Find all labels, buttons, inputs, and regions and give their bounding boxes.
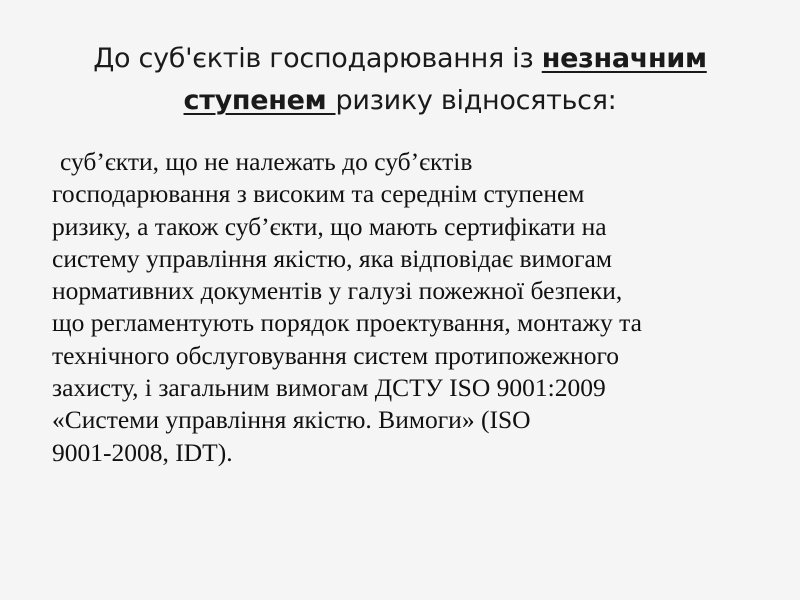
title-emphasis-degree: ступенем — [183, 85, 336, 116]
slide-body-paragraph — [52, 146, 782, 469]
body-line: господарювання з високим та середнім ступенем — [52, 179, 585, 209]
body-line: систему управління якістю, яка відповідає вимогам — [52, 243, 612, 273]
body-line: що регламентують порядок проектування, монтажу та — [52, 308, 642, 338]
body-line: суб’єкти, що не належать до суб’єктів — [60, 147, 473, 176]
body-line: нормативних документів у галузі пожежної безпеки, — [52, 276, 623, 306]
title-text-start: До суб'єктів господарювання із — [93, 43, 542, 74]
body-line: захисту, і загальним вимогам ДСТУ ISO 9001:2009 — [52, 373, 606, 403]
body-line: технічного обслуговування систем протипожежного — [52, 340, 620, 370]
slide-title — [40, 38, 760, 122]
body-line: «Системи управління якістю. Вимоги» (ISO — [52, 405, 531, 435]
title-text-end: ризику відносяться: — [335, 85, 617, 116]
title-emphasis-insignificant: незначним — [541, 43, 707, 74]
body-line: 9001-2008, IDT). — [52, 437, 233, 467]
body-line: ризику, а також суб’єкти, що мають сертифікати на — [52, 211, 607, 241]
